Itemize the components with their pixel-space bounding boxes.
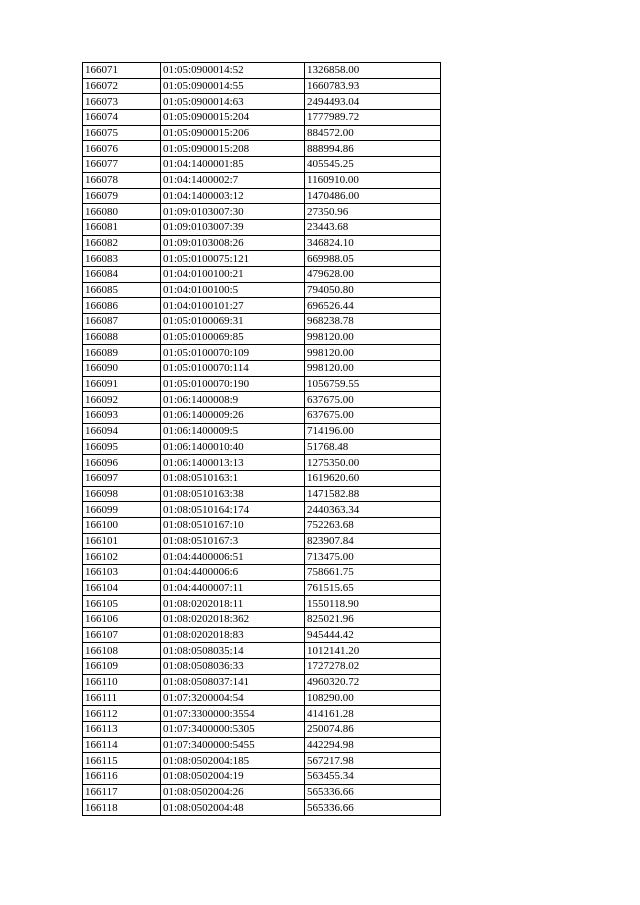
amount-cell: 414161.28 [305,706,441,722]
cadastral-number-cell: 01:04:0100101:27 [161,298,305,314]
cadastral-number-cell: 01:09:0103007:30 [161,204,305,220]
data-table [82,62,441,816]
record-id-cell: 166112 [83,706,161,722]
cadastral-number-cell: 01:05:0100075:121 [161,251,305,267]
amount-cell: 714196.00 [305,423,441,439]
cadastral-number-cell: 01:08:0510164:174 [161,502,305,518]
amount-cell: 565336.66 [305,800,441,816]
cadastral-number-cell: 01:08:0508037:141 [161,674,305,690]
table-row [83,251,441,267]
cadastral-number-cell: 01:05:0900015:204 [161,110,305,126]
table-row [83,329,441,345]
cadastral-number-cell: 01:09:0103007:39 [161,219,305,235]
table-row [83,235,441,251]
cadastral-number-cell: 01:06:1400010:40 [161,439,305,455]
record-id-cell: 166107 [83,627,161,643]
cadastral-number-cell: 01:06:1400008:9 [161,392,305,408]
table-row [83,737,441,753]
amount-cell: 998120.00 [305,329,441,345]
table-row [83,596,441,612]
cadastral-number-cell: 01:04:1400002:7 [161,172,305,188]
cadastral-number-cell: 01:05:0900014:55 [161,78,305,94]
record-id-cell: 166095 [83,439,161,455]
record-id-cell: 166094 [83,423,161,439]
record-id-cell: 166092 [83,392,161,408]
table-row [83,627,441,643]
record-id-cell: 166091 [83,376,161,392]
record-id-cell: 166098 [83,486,161,502]
table-row [83,455,441,471]
cadastral-number-cell: 01:05:0900014:63 [161,94,305,110]
table-row [83,314,441,330]
record-id-cell: 166108 [83,643,161,659]
cadastral-number-cell: 01:05:0100069:31 [161,314,305,330]
table-row [83,517,441,533]
cadastral-number-cell: 01:04:1400001:85 [161,157,305,173]
cadastral-number-cell: 01:04:4400007:11 [161,580,305,596]
record-id-cell: 166084 [83,266,161,282]
amount-cell: 1471582.88 [305,486,441,502]
amount-cell: 2440363.34 [305,502,441,518]
table-row [83,659,441,675]
cadastral-number-cell: 01:08:0510167:3 [161,533,305,549]
amount-cell: 51768.48 [305,439,441,455]
cadastral-number-cell: 01:05:0100070:114 [161,361,305,377]
record-id-cell: 166090 [83,361,161,377]
table-row [83,784,441,800]
amount-cell: 696526.44 [305,298,441,314]
cadastral-number-cell: 01:08:0202018:83 [161,627,305,643]
table-row [83,376,441,392]
cadastral-number-cell: 01:06:1400013:13 [161,455,305,471]
cadastral-number-cell: 01:04:1400003:12 [161,188,305,204]
table-body [83,63,441,816]
table-row [83,392,441,408]
amount-cell: 346824.10 [305,235,441,251]
table-row [83,423,441,439]
amount-cell: 998120.00 [305,361,441,377]
amount-cell: 2494493.04 [305,94,441,110]
table-row [83,204,441,220]
table-row [83,800,441,816]
table-row [83,345,441,361]
table-row [83,408,441,424]
record-id-cell: 166072 [83,78,161,94]
cadastral-number-cell: 01:06:1400009:5 [161,423,305,439]
amount-cell: 4960320.72 [305,674,441,690]
amount-cell: 669988.05 [305,251,441,267]
amount-cell: 1160910.00 [305,172,441,188]
amount-cell: 1727278.02 [305,659,441,675]
amount-cell: 825021.96 [305,612,441,628]
amount-cell: 637675.00 [305,408,441,424]
amount-cell: 1012141.20 [305,643,441,659]
record-id-cell: 166103 [83,565,161,581]
table-row [83,110,441,126]
cadastral-number-cell: 01:04:0100100:21 [161,266,305,282]
table-row [83,753,441,769]
record-id-cell: 166078 [83,172,161,188]
amount-cell: 1777989.72 [305,110,441,126]
table-row [83,612,441,628]
record-id-cell: 166088 [83,329,161,345]
table-row [83,188,441,204]
amount-cell: 888994.86 [305,141,441,157]
table-row [83,78,441,94]
amount-cell: 405545.25 [305,157,441,173]
record-id-cell: 166082 [83,235,161,251]
record-id-cell: 166089 [83,345,161,361]
table-row [83,361,441,377]
table-row [83,690,441,706]
cadastral-number-cell: 01:08:0510167:10 [161,517,305,533]
table-row [83,549,441,565]
record-id-cell: 166101 [83,533,161,549]
record-id-cell: 166118 [83,800,161,816]
amount-cell: 563455.34 [305,768,441,784]
table-row [83,219,441,235]
record-id-cell: 166097 [83,470,161,486]
cadastral-number-cell: 01:09:0103008:26 [161,235,305,251]
amount-cell: 250074.86 [305,721,441,737]
amount-cell: 565336.66 [305,784,441,800]
table-row [83,298,441,314]
amount-cell: 479628.00 [305,266,441,282]
amount-cell: 23443.68 [305,219,441,235]
record-id-cell: 166110 [83,674,161,690]
record-id-cell: 166100 [83,517,161,533]
cadastral-number-cell: 01:07:3400000:5455 [161,737,305,753]
record-id-cell: 166115 [83,753,161,769]
table-row [83,768,441,784]
amount-cell: 968238.78 [305,314,441,330]
amount-cell: 1550118.90 [305,596,441,612]
table-row [83,565,441,581]
record-id-cell: 166079 [83,188,161,204]
amount-cell: 823907.84 [305,533,441,549]
table-row [83,141,441,157]
table-row [83,282,441,298]
amount-cell: 794050.80 [305,282,441,298]
table-row [83,266,441,282]
cadastral-number-cell: 01:07:3400000:5305 [161,721,305,737]
table-row [83,470,441,486]
record-id-cell: 166073 [83,94,161,110]
cadastral-number-cell: 01:08:0510163:1 [161,470,305,486]
amount-cell: 567217.98 [305,753,441,769]
record-id-cell: 166096 [83,455,161,471]
cadastral-number-cell: 01:08:0502004:185 [161,753,305,769]
amount-cell: 713475.00 [305,549,441,565]
cadastral-number-cell: 01:08:0502004:19 [161,768,305,784]
record-id-cell: 166114 [83,737,161,753]
table-row [83,580,441,596]
cadastral-number-cell: 01:08:0502004:48 [161,800,305,816]
cadastral-number-cell: 01:08:0502004:26 [161,784,305,800]
record-id-cell: 166104 [83,580,161,596]
cadastral-number-cell: 01:06:1400009:26 [161,408,305,424]
record-id-cell: 166111 [83,690,161,706]
amount-cell: 1326858.00 [305,63,441,79]
amount-cell: 442294.98 [305,737,441,753]
table-row [83,486,441,502]
record-id-cell: 166074 [83,110,161,126]
record-id-cell: 166077 [83,157,161,173]
cadastral-number-cell: 01:05:0100069:85 [161,329,305,345]
table-row [83,674,441,690]
cadastral-number-cell: 01:05:0100070:190 [161,376,305,392]
record-id-cell: 166105 [83,596,161,612]
table-row [83,533,441,549]
record-id-cell: 166106 [83,612,161,628]
record-id-cell: 166086 [83,298,161,314]
amount-cell: 1619620.60 [305,470,441,486]
record-id-cell: 166113 [83,721,161,737]
amount-cell: 761515.65 [305,580,441,596]
record-id-cell: 166085 [83,282,161,298]
cadastral-number-cell: 01:05:0900014:52 [161,63,305,79]
cadastral-number-cell: 01:05:0900015:208 [161,141,305,157]
cadastral-number-cell: 01:08:0202018:362 [161,612,305,628]
record-id-cell: 166116 [83,768,161,784]
cadastral-number-cell: 01:05:0900015:206 [161,125,305,141]
table-row [83,502,441,518]
record-id-cell: 166109 [83,659,161,675]
table-row [83,706,441,722]
cadastral-number-cell: 01:04:4400006:51 [161,549,305,565]
amount-cell: 884572.00 [305,125,441,141]
cadastral-number-cell: 01:08:0510163:38 [161,486,305,502]
record-id-cell: 166076 [83,141,161,157]
record-id-cell: 166071 [83,63,161,79]
amount-cell: 1470486.00 [305,188,441,204]
table-row [83,172,441,188]
cadastral-number-cell: 01:05:0100070:109 [161,345,305,361]
table-row [83,94,441,110]
cadastral-number-cell: 01:08:0508035:14 [161,643,305,659]
record-id-cell: 166093 [83,408,161,424]
record-id-cell: 166081 [83,219,161,235]
amount-cell: 637675.00 [305,392,441,408]
amount-cell: 752263.68 [305,517,441,533]
record-id-cell: 166075 [83,125,161,141]
table-row [83,157,441,173]
table-row [83,63,441,79]
record-id-cell: 166117 [83,784,161,800]
cadastral-number-cell: 01:07:3200004:54 [161,690,305,706]
amount-cell: 27350.96 [305,204,441,220]
amount-cell: 1660783.93 [305,78,441,94]
amount-cell: 1056759.55 [305,376,441,392]
record-id-cell: 166083 [83,251,161,267]
table-row [83,125,441,141]
cadastral-number-cell: 01:08:0508036:33 [161,659,305,675]
record-id-cell: 166087 [83,314,161,330]
cadastral-number-cell: 01:08:0202018:11 [161,596,305,612]
cadastral-number-cell: 01:04:4400006:6 [161,565,305,581]
table-row [83,643,441,659]
cadastral-number-cell: 01:04:0100100:5 [161,282,305,298]
amount-cell: 998120.00 [305,345,441,361]
cadastral-number-cell: 01:07:3300000:3554 [161,706,305,722]
amount-cell: 758661.75 [305,565,441,581]
record-id-cell: 166080 [83,204,161,220]
amount-cell: 108290.00 [305,690,441,706]
amount-cell: 1275350.00 [305,455,441,471]
record-id-cell: 166099 [83,502,161,518]
table-row [83,439,441,455]
table-row [83,721,441,737]
record-id-cell: 166102 [83,549,161,565]
amount-cell: 945444.42 [305,627,441,643]
